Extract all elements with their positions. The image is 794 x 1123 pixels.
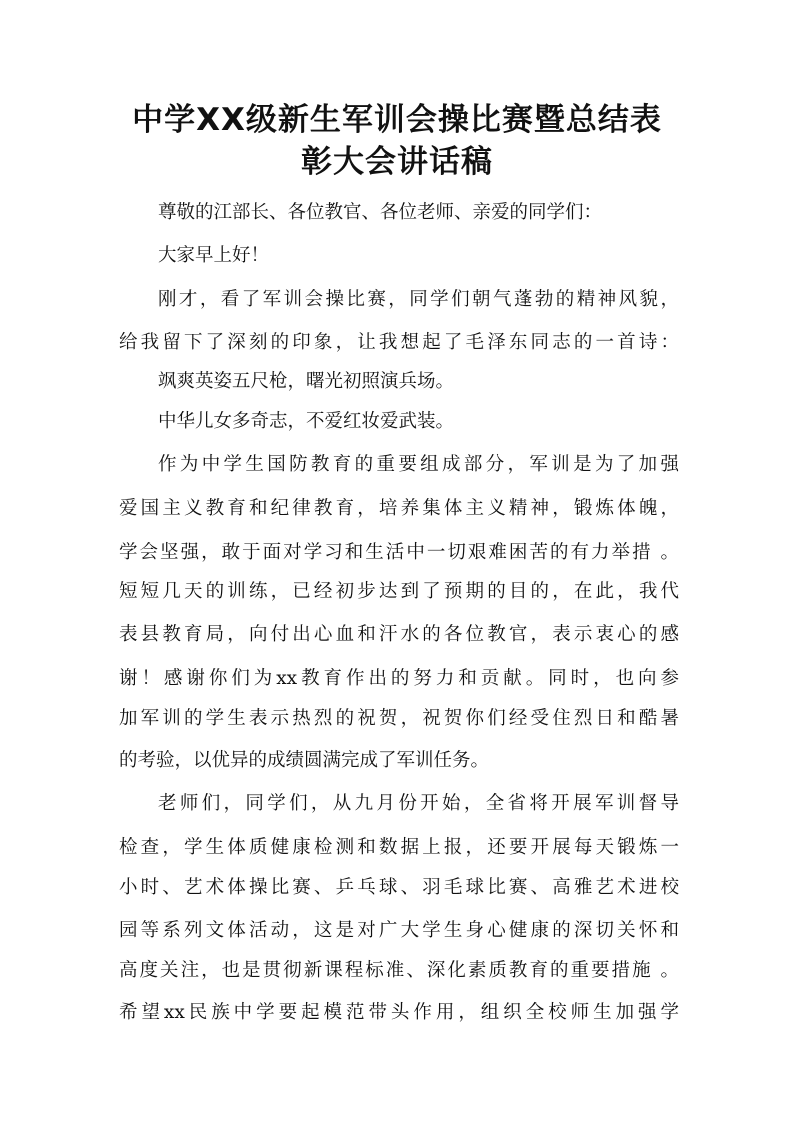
poem-line: 中华儿女多奇志，不爱红妆爱武装。 [158,411,455,432]
body-line: 作为中学生国防教育的重要组成部分，军训是为了加强 [158,454,679,475]
body-line: 高度关注，也是贯彻新课程标准、深化素质教育的重要措施 。 [119,960,679,981]
body-line: 园等系列文体活动，这是对广大学生身心健康的深切关怀和 [119,920,679,941]
body-line: 表县教育局，向付出心血和汗水的各位教官，表示衷心的感 [119,624,679,645]
salutation: 尊敬的江部长、各位教官、各位老师、亲爱的同学们： [158,202,603,223]
body-line: 学会坚强，敢于面对学习和生活中一切艰难困苦的有力举措 。 [119,542,679,563]
document-title-line-1: 中学XX级新生军训会操比赛暨总结表 [132,102,662,138]
body-line: 爱国主义教育和纪律教育，培养集体主义精神，锻炼体魄， [119,498,679,519]
body-line: 检查，学生体质健康检测和数据上报，还要开展每天锻炼一 [119,837,679,858]
greeting: 大家早上好！ [158,245,270,266]
body-line: 希望xx民族中学要起模范带头作用，组织全校师生加强学 [119,1002,679,1023]
poem-line: 飒爽英姿五尺枪，曙光初照演兵场。 [158,371,455,392]
body-line: 刚才，看了军训会操比赛，同学们朝气蓬勃的精神风貌， [158,289,679,310]
body-line: 的考验，以优异的成绩圆满完成了军训任务。 [119,750,490,771]
body-line: 加军训的学生表示热烈的祝贺，祝贺你们经受住烈日和酷暑 [119,708,679,729]
body-line: 小时、艺术体操比赛、乒乓球、羽毛球比赛、高雅艺术进校 [119,877,679,898]
body-line: 短短几天的训练，已经初步达到了预期的目的，在此，我代 [119,581,679,602]
document-title-line-2: 彰大会讲话稿 [301,144,493,180]
body-line: 给我留下了深刻的印象，让我想起了毛泽东同志的一首诗： [119,332,679,353]
body-line: 谢！感谢你们为xx教育作出的努力和贡献。同时，也向参 [119,668,679,689]
body-line: 老师们，同学们，从九月份开始，全省将开展军训督导 [158,793,679,814]
